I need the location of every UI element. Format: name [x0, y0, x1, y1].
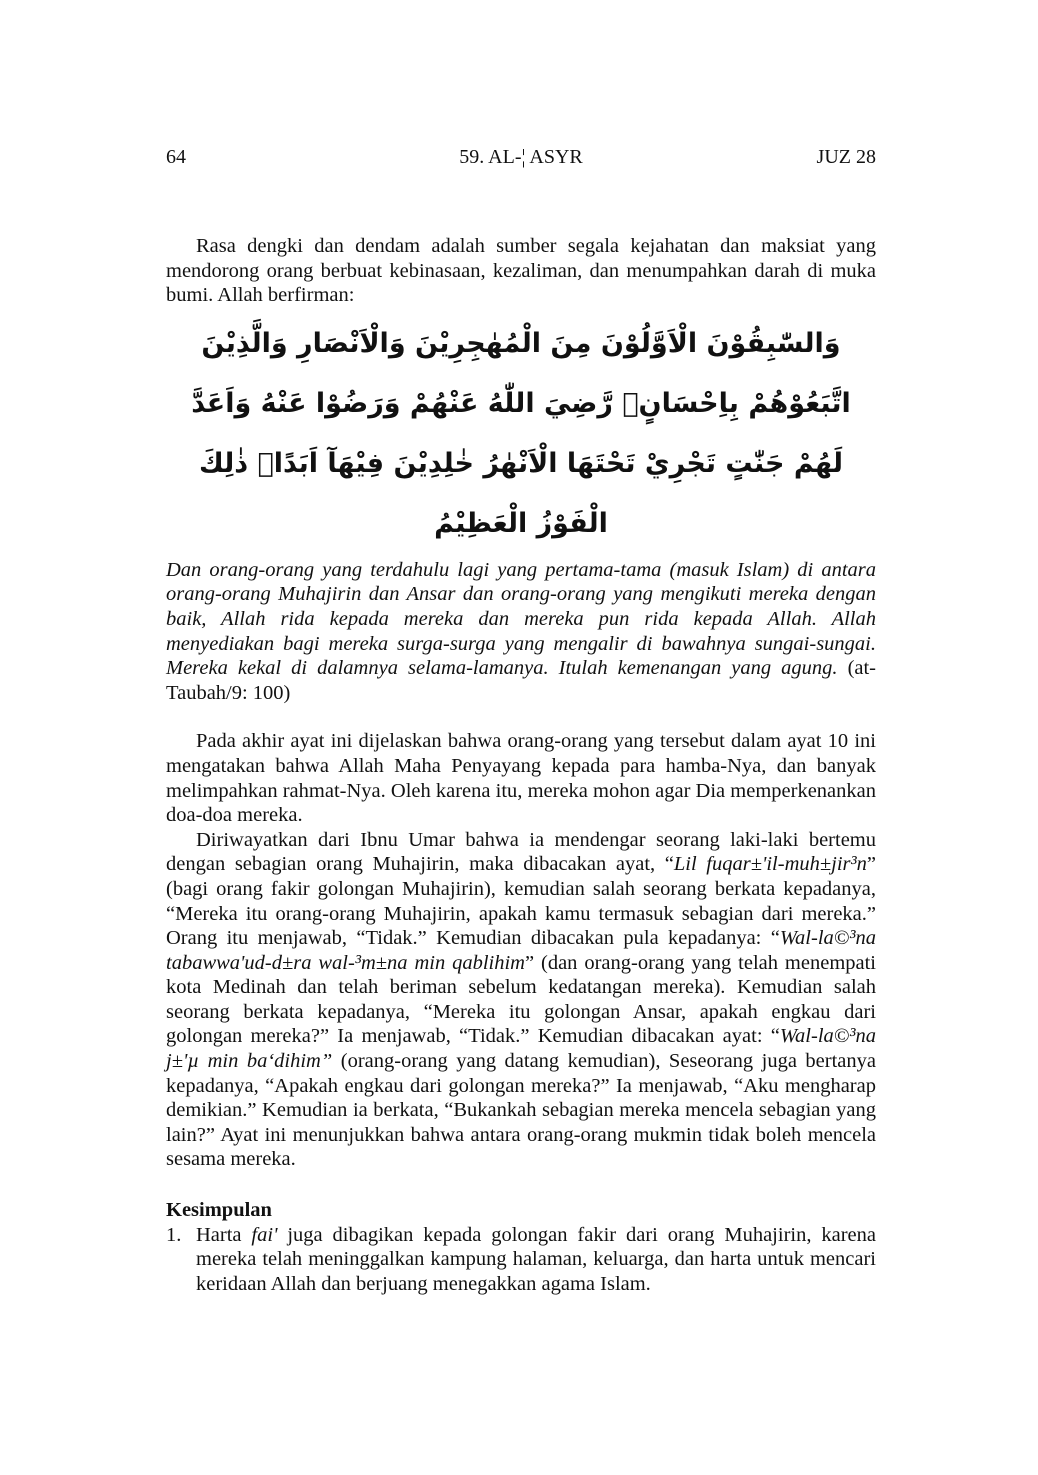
transliteration-2: Wal-la©³na tabawwa'ud-d±ra wal-³m±na min qablihim [166, 927, 876, 974]
transliteration-3: Wal-la©³na j±'µ min ba‘dihim” [166, 1025, 876, 1073]
hadith-text-1: Diriwayatkan dari Ibnu Umar bahwa ia mendengar seorang laki-laki bertemu dengan sebagian orang Muhajirin, maka dibacakan ayat, “ [166, 828, 876, 876]
explanation-paragraph: Pada akhir ayat ini dijelaskan bahwa orang-orang yang tersebut dalam ayat 10 ini mengatakan bahwa Allah Maha Penyayang kepada para hamba-Nya, dan banyak melimpahkan rahmat-Nya. Oleh karena itu, mereka mohon agar Dia memperkenankan doa-doa mereka. [166, 730, 876, 827]
hadith-text-2: ” (bagi orang fakir golongan Muhajirin), kemudian salah seorang berkata kepadanya, “Mereka itu orang-orang Muhajirin, apakah kamu termasuk sebagian dari mereka.” Orang itu menjawab, “Tidak.” Kemudian dibacakan pula kepadanya: “ [166, 853, 877, 950]
conclusion-heading: Kesimpulan [166, 1199, 272, 1222]
list-item-number: 1. [166, 1223, 182, 1246]
transliteration-1: Lil fuqar±'il-muh±jir³n [673, 853, 867, 876]
verse-reference: (at-Taubah/9: 100) [166, 657, 877, 704]
conclusion-list [166, 1223, 876, 1297]
page-number: 64 [166, 146, 186, 168]
chapter-title: 59. AL-¦ ASYR [459, 146, 583, 168]
page-header [166, 146, 876, 174]
juz-label: JUZ 28 [816, 146, 876, 168]
translation-text: Dan orang-orang yang terdahulu lagi yang pertama-tama (masuk Islam) di antara orang-orang Muhajirin dan Ansar dan orang-orang yang mengikuti mereka dengan baik, Allah rida kepada mereka dan mereka pun rida kepada Allah. Allah menyediakan bagi mereka surga-surga yang mengalir di bawahnya sungai-sungai. Mereka kekal di dalamnya selama-lamanya. Itulah kemenangan yang agung. [166, 558, 876, 680]
hadith-paragraph [166, 828, 876, 1172]
list-item [166, 1223, 876, 1297]
hadith-text-3: ” (dan orang-orang yang telah menempati kota Medinah dan telah beriman sebelum kedatangan mereka). Kemudian salah seorang berkata kepadanya, “Mereka itu golongan Ansar, apakah engkau dari golongan mereka?” Ia menjawab, “Tidak.” Kemudian dibacakan ayat: “ [166, 951, 876, 1048]
intro-paragraph: Rasa dengki dan dendam adalah sumber segala kejahatan dan maksiat yang mendorong orang berbuat kebinasaan, kezaliman, dan menumpahkan darah di muka bumi. Allah berfirman: [166, 235, 876, 307]
quran-verse-arabic: وَالسّٰبِقُوْنَ الْاَوَّلُوْنَ مِنَ الْمُهٰجِرِيْنَ وَالْاَنْصَارِ وَالَّذِيْنَ اتَّبَعُوْهُمْ بِاِحْسَانٍۙ رَّضِيَ اللّٰهُ عَنْهُمْ وَرَضُوْا عَنْهُ وَاَعَدَّ لَهُمْ جَنّٰتٍ تَجْرِيْ تَحْتَهَا الْاَنْهٰرُ خٰلِدِيْنَ فِيْهَآ اَبَدًاۗ ذٰلِكَ الْفَوْزُ الْعَظِيْمُ [191, 327, 851, 539]
list-item-italic-term: fai' [251, 1223, 278, 1246]
verse-translation [166, 558, 876, 706]
page-body [166, 234, 876, 1296]
list-item-text-continued: juga dibagikan kepada golongan fakir dari orang Muhajirin, karena mereka telah meninggalkan kampung halaman, keluarga, dan harta untuk mencari keridaan Allah dan berjuang menegakkan agama Islam. [196, 1223, 876, 1295]
hadith-text-4: (orang-orang yang datang kemudian), Seseorang juga bertanya kepadanya, “Apakah engkau dari golongan mereka?” Ia menjawab, “Aku mengharap demikian.” Kemudian ia berkata, “Bukankah sebagian mereka mencela sebagian yang lain?” Ayat ini menunjukkan bahwa antara orang-orang mukmin tidak boleh mencela sesama mereka. [166, 1050, 876, 1171]
list-item-text: Harta [196, 1223, 252, 1246]
